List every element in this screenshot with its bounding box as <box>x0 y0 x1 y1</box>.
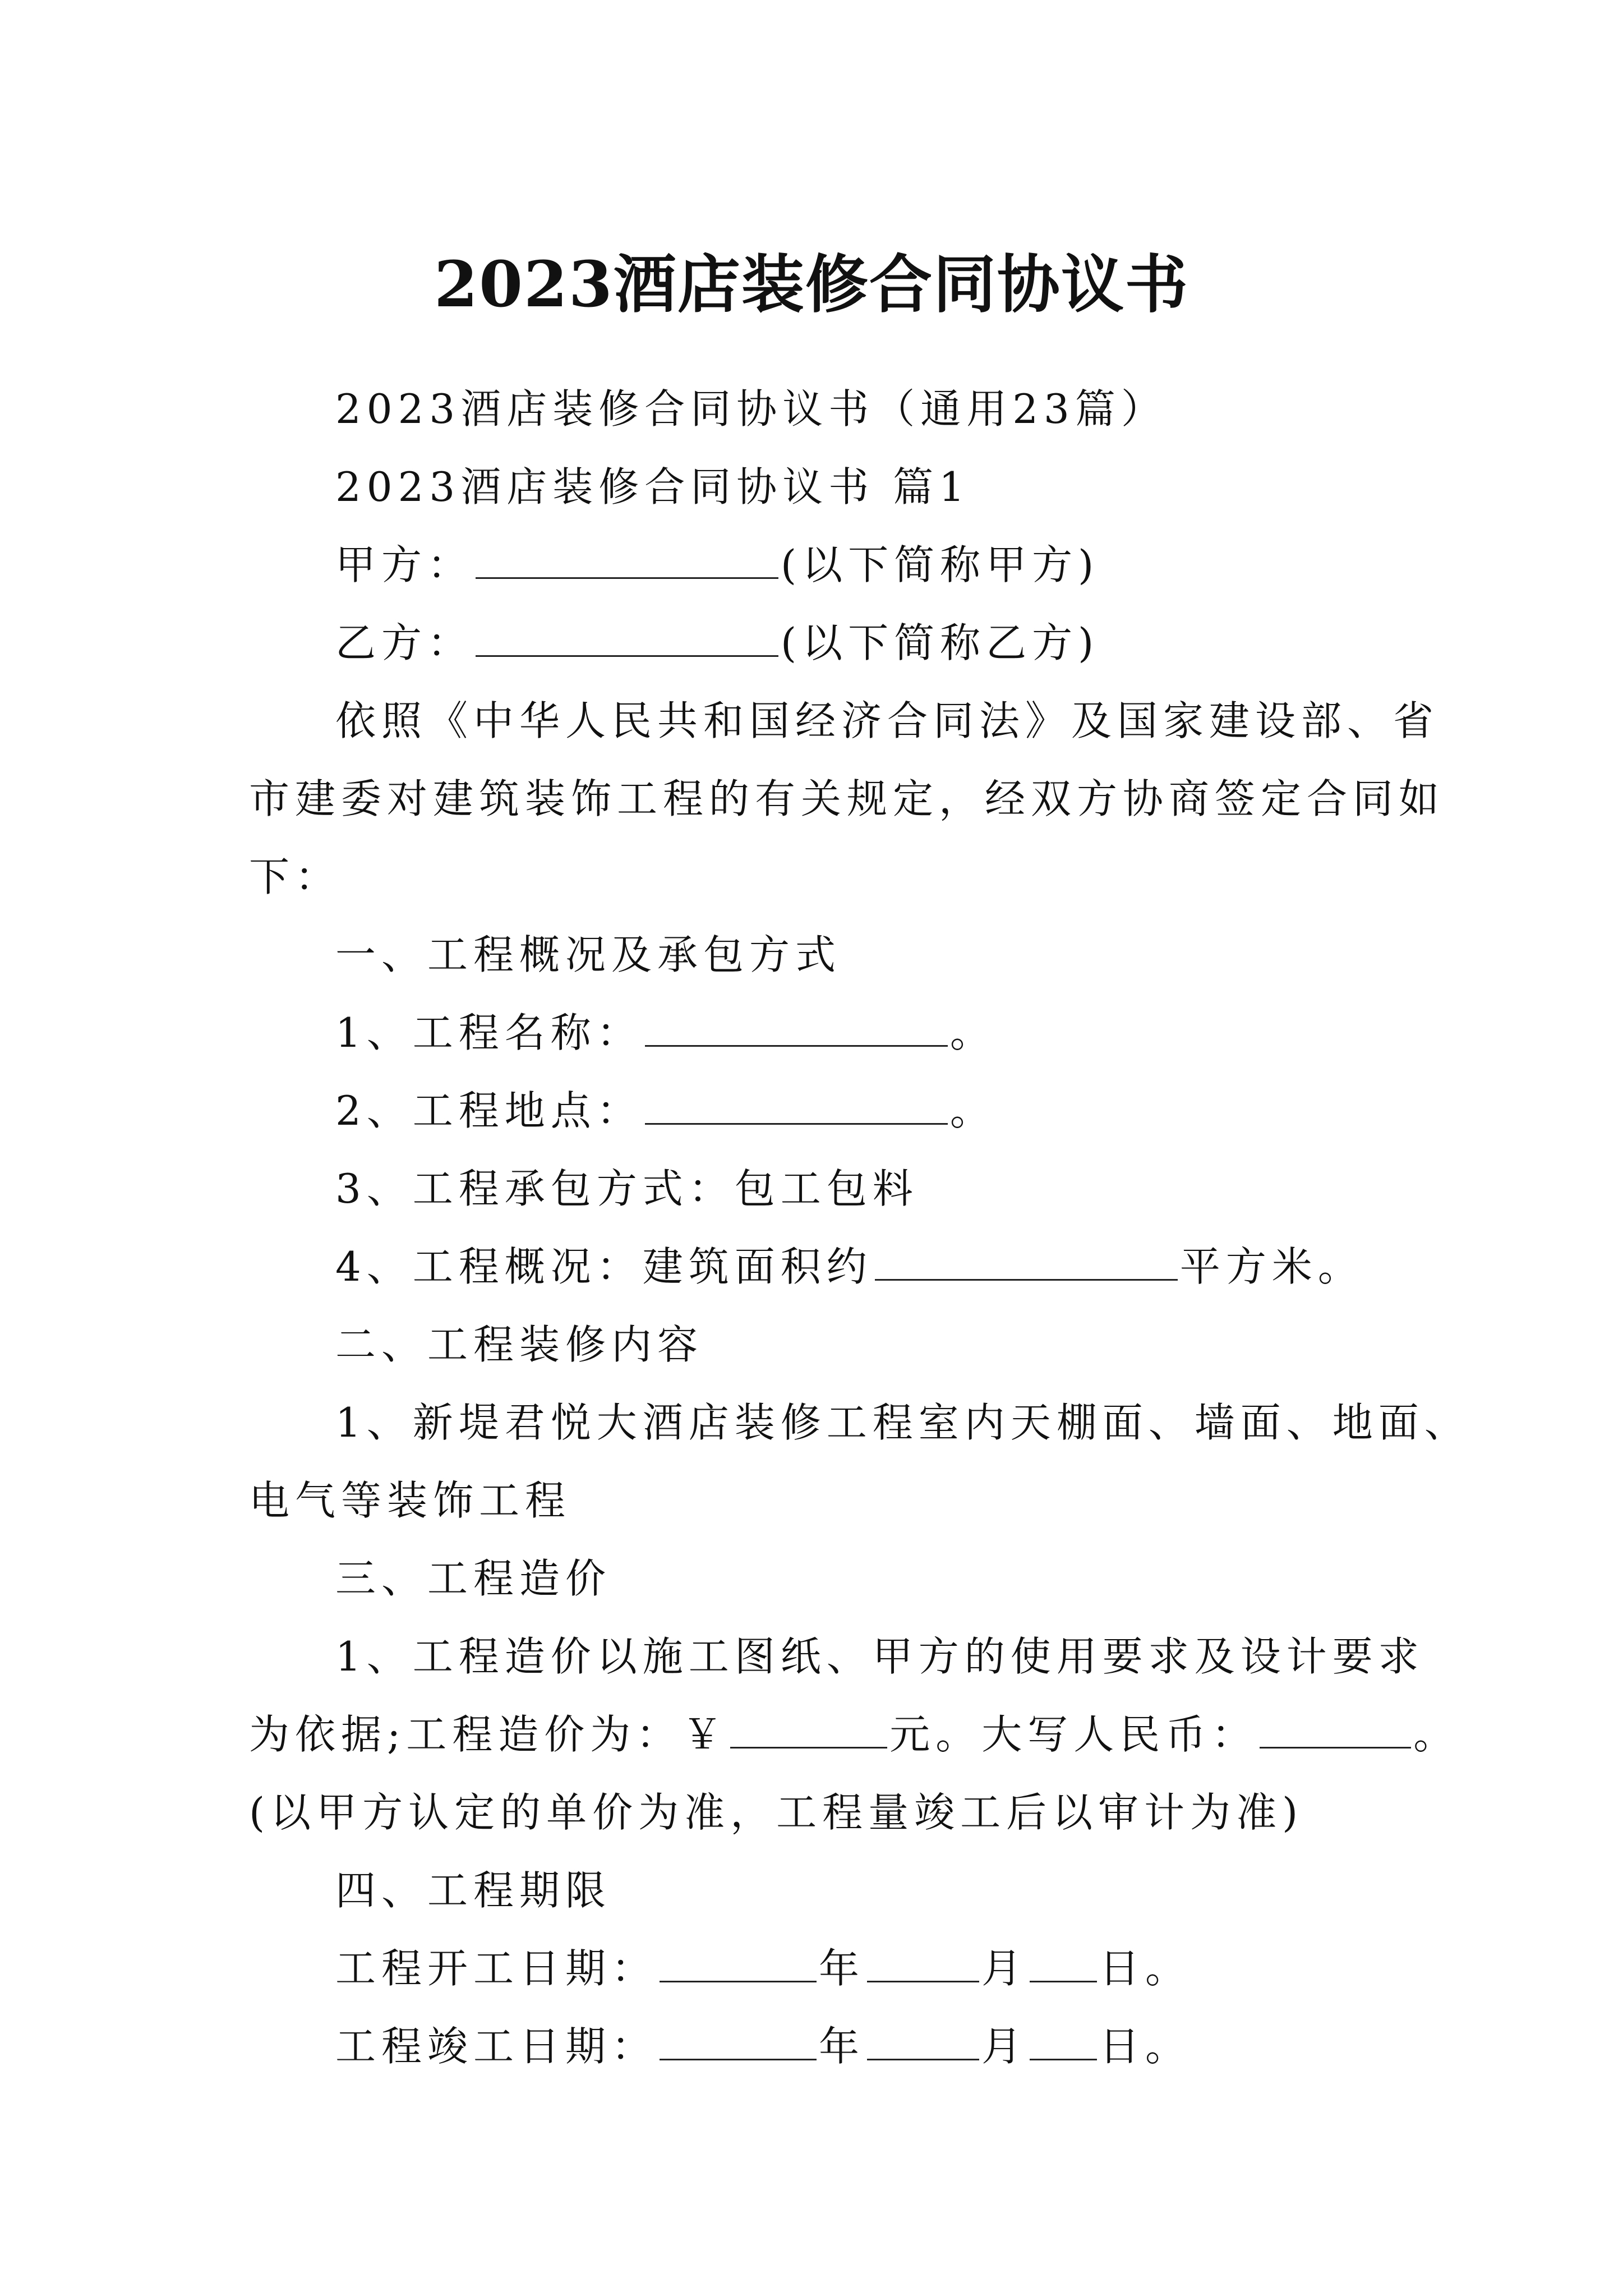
end-month-blank <box>867 2013 979 2060</box>
contract-mode-line <box>249 1150 1404 1228</box>
section-heading <box>249 1852 1404 1930</box>
document-body <box>249 370 1470 2086</box>
project-area-line <box>249 1228 1404 1306</box>
text: 2023酒店装修合同协议书 篇1 <box>335 463 970 510</box>
start-year-blank <box>660 1935 817 1982</box>
text: 月 <box>981 1945 1028 1992</box>
price-line <box>249 1696 1460 1774</box>
start-day-blank <box>1030 1935 1097 1982</box>
text: 1、新堤君悦大酒店装修工程室内天棚面、墙面、地面、 <box>335 1399 1470 1446</box>
text: (以下简称乙方) <box>781 619 1100 666</box>
text: 平方米。 <box>1179 1243 1364 1290</box>
text: 日。 <box>1099 2023 1192 2070</box>
text: 年 <box>819 1945 865 1992</box>
paragraph-line <box>249 1618 1424 1696</box>
section-heading <box>249 1306 1404 1384</box>
paragraph-line <box>249 1774 1404 1852</box>
price-words-blank <box>1260 1701 1411 1749</box>
section-heading-part1 <box>249 448 1404 526</box>
section-heading <box>249 916 1404 994</box>
project-name-line <box>249 994 1404 1072</box>
party-b-blank <box>476 609 778 657</box>
paragraph-line <box>249 682 1440 760</box>
party-a-blank <box>476 531 778 579</box>
project-location-line <box>249 1072 1404 1150</box>
text: 三、工程造价 <box>335 1555 612 1602</box>
text: 元。大写人民币： <box>889 1711 1258 1758</box>
party-b-line <box>249 604 1404 682</box>
text: (以下简称甲方) <box>781 541 1100 588</box>
document-title: 2023酒店装修合同协议书 <box>434 248 1189 322</box>
start-month-blank <box>867 1935 979 1982</box>
text: 为依据;工程造价为：￥ <box>249 1711 728 1758</box>
text: 甲方： <box>335 541 474 588</box>
text: 乙方： <box>335 619 474 666</box>
text: 工程竣工日期： <box>335 2023 658 2070</box>
paragraph-line <box>249 1462 1404 1540</box>
text: 。 <box>1413 1711 1460 1758</box>
text: 3、工程承包方式：包工包料 <box>335 1165 919 1212</box>
text: 1、工程名称： <box>335 1009 643 1056</box>
text: 年 <box>819 2023 865 2070</box>
text: 2023酒店装修合同协议书（通用23篇） <box>335 385 1167 432</box>
paragraph-line <box>249 1384 1470 1462</box>
text: 下： <box>249 853 342 900</box>
subtitle-line <box>249 370 1404 448</box>
project-name-blank <box>645 999 948 1047</box>
text: 依照《中华人民共和国经济合同法》及国家建设部、省 <box>335 697 1440 744</box>
end-date-line <box>249 2008 1404 2086</box>
text: 市建委对建筑装饰工程的有关规定，经双方协商签定合同如 <box>249 775 1445 822</box>
paragraph-line <box>249 838 1404 916</box>
text: 1、工程造价以施工图纸、甲方的使用要求及设计要求 <box>335 1633 1424 1680</box>
paragraph-line <box>249 760 1445 838</box>
text: 四、工程期限 <box>335 1867 612 1914</box>
text: 日。 <box>1099 1945 1192 1992</box>
text: 4、工程概况：建筑面积约 <box>335 1243 873 1290</box>
text: 2、工程地点： <box>335 1087 643 1134</box>
text: 一、工程概况及承包方式 <box>335 931 842 978</box>
text: 。 <box>949 1009 996 1056</box>
end-year-blank <box>660 2013 817 2060</box>
project-location-blank <box>645 1077 948 1125</box>
start-date-line <box>249 1930 1404 2008</box>
text: 电气等装饰工程 <box>249 1477 571 1524</box>
text: 月 <box>981 2023 1028 2070</box>
text: 工程开工日期： <box>335 1945 658 1992</box>
area-blank <box>875 1233 1178 1281</box>
price-number-blank <box>730 1701 887 1749</box>
text: 二、工程装修内容 <box>335 1321 704 1368</box>
party-a-line <box>249 526 1404 604</box>
text: (以甲方认定的单价为准，工程量竣工后以审计为准) <box>249 1789 1304 1836</box>
end-day-blank <box>1030 2013 1097 2060</box>
text: 。 <box>949 1087 996 1134</box>
section-heading <box>249 1540 1404 1618</box>
